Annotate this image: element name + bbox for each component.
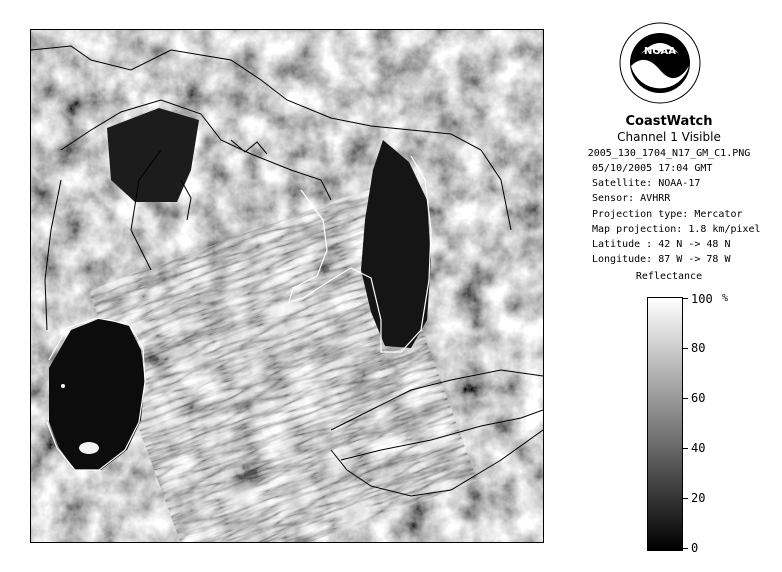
colorbar-tick-label-0: 0 [691, 541, 699, 555]
colorbar-tick-0 [682, 548, 688, 549]
meta-sensor: Sensor: AVHRR [592, 193, 671, 205]
meta-map-projection: Map projection: 1.8 km/pixel [592, 223, 761, 235]
colorbar-tick-80 [682, 348, 688, 349]
svg-text:NOAA: NOAA [643, 46, 677, 57]
colorbar-tick-label-80: 80 [691, 341, 706, 355]
map-image [31, 30, 543, 542]
lake-bright-spot [79, 442, 99, 454]
colorbar-label: Reflectance [635, 271, 703, 282]
colorbar-tick-40 [682, 448, 688, 449]
satellite-map [30, 29, 544, 543]
meta-projection-type: Projection type: Mercator [592, 208, 743, 220]
image-filename: 2005_130_1704_N17_GM_C1.PNG [587, 148, 751, 159]
meta-longitude: Longitude: 87 W -> 78 W [592, 254, 731, 266]
colorbar-tick-label-100: 100 [691, 292, 713, 306]
colorbar-tick-label-40: 40 [691, 441, 706, 455]
colorbar-tick-20 [682, 498, 688, 499]
image-metadata [592, 161, 761, 267]
channel-label: Channel 1 Visible [617, 130, 721, 144]
noaa-emblem-icon [619, 22, 701, 104]
colorbar-tick-label-20: 20 [691, 491, 706, 505]
meta-datetime: 05/10/2005 17:04 GMT [592, 163, 713, 174]
meta-satellite: Satellite: NOAA-17 [592, 178, 701, 190]
product-title: CoastWatch [625, 114, 713, 129]
colorbar-tick-100 [682, 298, 688, 299]
noaa-logo [619, 22, 701, 104]
colorbar-tick-label-60: 60 [691, 391, 706, 405]
colorbar-tick-60 [682, 398, 688, 399]
colorbar-unit: % [722, 293, 729, 304]
lake-bright-dot [61, 384, 65, 388]
meta-latitude: Latitude : 42 N -> 48 N [592, 238, 731, 250]
reflectance-colorbar [647, 297, 683, 551]
